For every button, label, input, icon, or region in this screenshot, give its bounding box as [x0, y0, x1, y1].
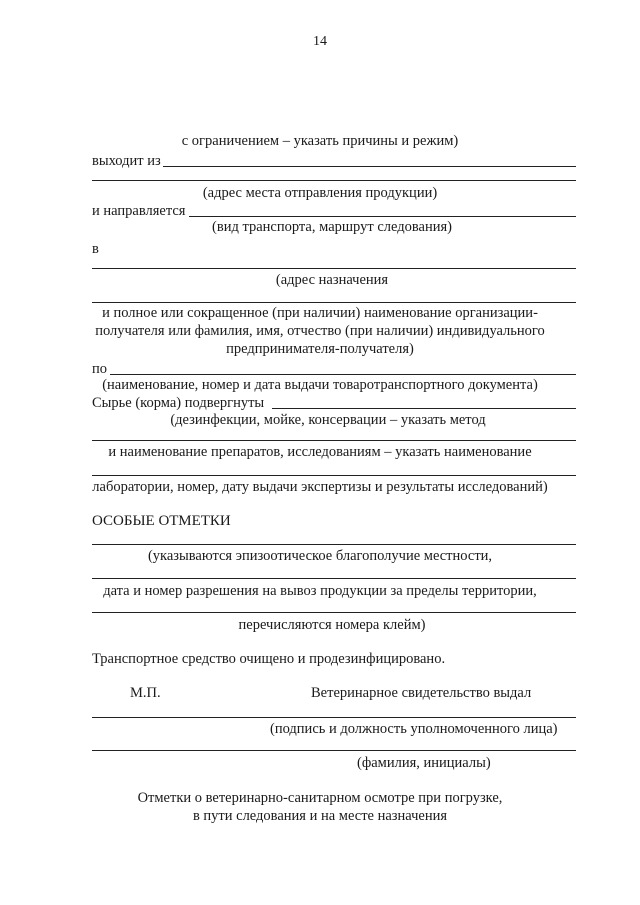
name-caption: (фамилия, инициалы) — [357, 755, 491, 771]
departs-from-field[interactable] — [163, 166, 576, 167]
departs-from-field-2[interactable] — [92, 180, 576, 181]
transport-caption: (вид транспорта, маршрут следования) — [212, 219, 452, 235]
recipient-caption-2: получателя или фамилия, имя, отчество (при наличии) индивидуального — [95, 323, 545, 339]
signature-field[interactable] — [92, 717, 576, 718]
permit-caption: дата и номер разрешения на вывоз продукции за пределы территории, — [103, 583, 537, 599]
page-number: 14 — [313, 34, 327, 49]
disinfection-caption: (дезинфекции, мойке, консервации – указать метод — [170, 412, 486, 428]
stamp-label: М.П. — [130, 685, 161, 701]
feed-subjected-field[interactable] — [272, 408, 576, 409]
inspection-heading-1: Отметки о ветеринарно-санитарном осмотре при погрузке, — [137, 790, 503, 806]
permit-field[interactable] — [92, 578, 576, 579]
signature-caption: (подпись и должность уполномоченного лица) — [270, 721, 558, 737]
seals-field[interactable] — [92, 612, 576, 613]
waybill-caption: (наименование, номер и дата выдачи товаротранспортного документа) — [102, 377, 538, 393]
to-label: в — [92, 241, 99, 257]
issued-by-label: Ветеринарное свидетельство выдал — [311, 685, 532, 701]
vehicle-cleaned-text: Транспортное средство очищено и продезинфицировано. — [92, 651, 446, 667]
departs-from-label: выходит из — [92, 153, 161, 169]
departure-address-caption: (адрес места отправления продукции) — [202, 185, 438, 201]
seals-caption: перечисляются номера клейм) — [238, 617, 426, 633]
name-field[interactable] — [92, 750, 576, 751]
recipient-caption-1: и полное или сокращенное (при наличии) наименование организации- — [102, 305, 538, 321]
epizootic-field[interactable] — [92, 544, 576, 545]
feed-subjected-label: Сырье (корма) подвергнуты — [92, 395, 265, 411]
laboratory-caption: лаборатории, номер, дату выдачи экспертизы и результаты исследований) — [92, 479, 548, 495]
recipient-caption-3: предпринимателя-получателя) — [226, 341, 414, 357]
preparations-caption: и наименование препаратов, исследованиям – указать наименование — [108, 444, 532, 460]
by-label: по — [92, 361, 108, 377]
goes-to-label: и направляется — [92, 203, 186, 219]
destination-caption: (адрес назначения — [275, 272, 389, 288]
inspection-heading-2: в пути следования и на месте назначения — [192, 808, 448, 824]
recipient-field[interactable] — [92, 302, 576, 303]
special-notes-heading: ОСОБЫЕ ОТМЕТКИ — [92, 513, 231, 529]
preparations-field[interactable] — [92, 440, 576, 441]
restriction-caption: с ограничением – указать причины и режим) — [181, 133, 459, 149]
epizootic-caption: (указываются эпизоотическое благополучие местности, — [147, 548, 493, 564]
waybill-field[interactable] — [110, 374, 576, 375]
goes-to-field[interactable] — [189, 216, 576, 217]
laboratory-field[interactable] — [92, 475, 576, 476]
destination-field[interactable] — [92, 268, 576, 269]
